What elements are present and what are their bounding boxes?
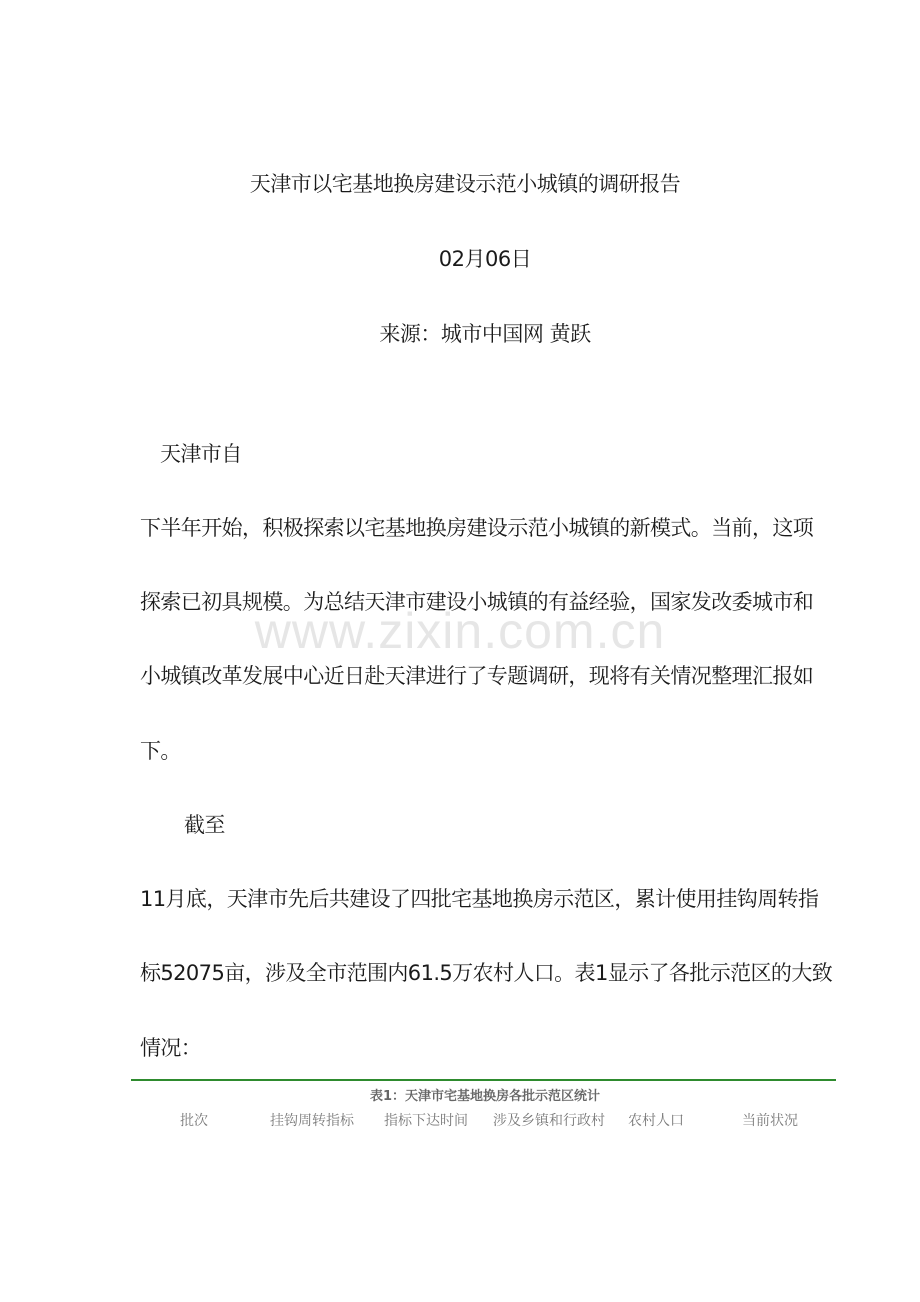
table-header-rural-population: 农村人口 bbox=[628, 1113, 684, 1129]
paragraph-1-line-3: 探索已初具规模。为总结天津市建设小城镇的有益经验，国家发改委城市和 bbox=[140, 590, 814, 614]
table-header-issue-time: 指标下达时间 bbox=[384, 1113, 468, 1129]
watermark: www.zixin.com.cn bbox=[254, 603, 666, 659]
table-caption: 表1：天津市宅基地换房各批示范区统计 bbox=[369, 1089, 601, 1104]
paragraph-1-line-2: 下半年开始，积极探索以宅基地换房建设示范小城镇的新模式。当前，这项 bbox=[140, 516, 814, 540]
document-title: 天津市以宅基地换房建设示范小城镇的调研报告 bbox=[249, 172, 681, 196]
document-source: 来源：城市中国网 黄跃 bbox=[379, 322, 591, 346]
document-date: 02月06日 bbox=[438, 247, 532, 271]
table-header-quota: 挂钩周转指标 bbox=[270, 1113, 354, 1129]
paragraph-2-line-4: 情况： bbox=[140, 1036, 202, 1060]
paragraph-1-line-4: 小城镇改革发展中心近日赴天津进行了专题调研，现将有关情况整理汇报如 bbox=[140, 664, 814, 688]
paragraph-1-line-1: 天津市自 bbox=[160, 442, 242, 466]
paragraph-2-line-3: 标52075亩，涉及全市范围内61.5万农村人口。表1显示了各批示范区的大致 bbox=[140, 961, 833, 985]
table-header-towns-villages: 涉及乡镇和行政村 bbox=[493, 1113, 605, 1129]
paragraph-1-line-5: 下。 bbox=[140, 739, 181, 763]
table-top-rule bbox=[131, 1079, 836, 1081]
table-header-current-status: 当前状况 bbox=[742, 1113, 798, 1129]
paragraph-2-line-2: 11月底，天津市先后共建设了四批宅基地换房示范区，累计使用挂钩周转指 bbox=[140, 887, 819, 911]
table-header-batch: 批次 bbox=[180, 1113, 208, 1129]
paragraph-2-line-1: 截至 bbox=[184, 813, 225, 837]
